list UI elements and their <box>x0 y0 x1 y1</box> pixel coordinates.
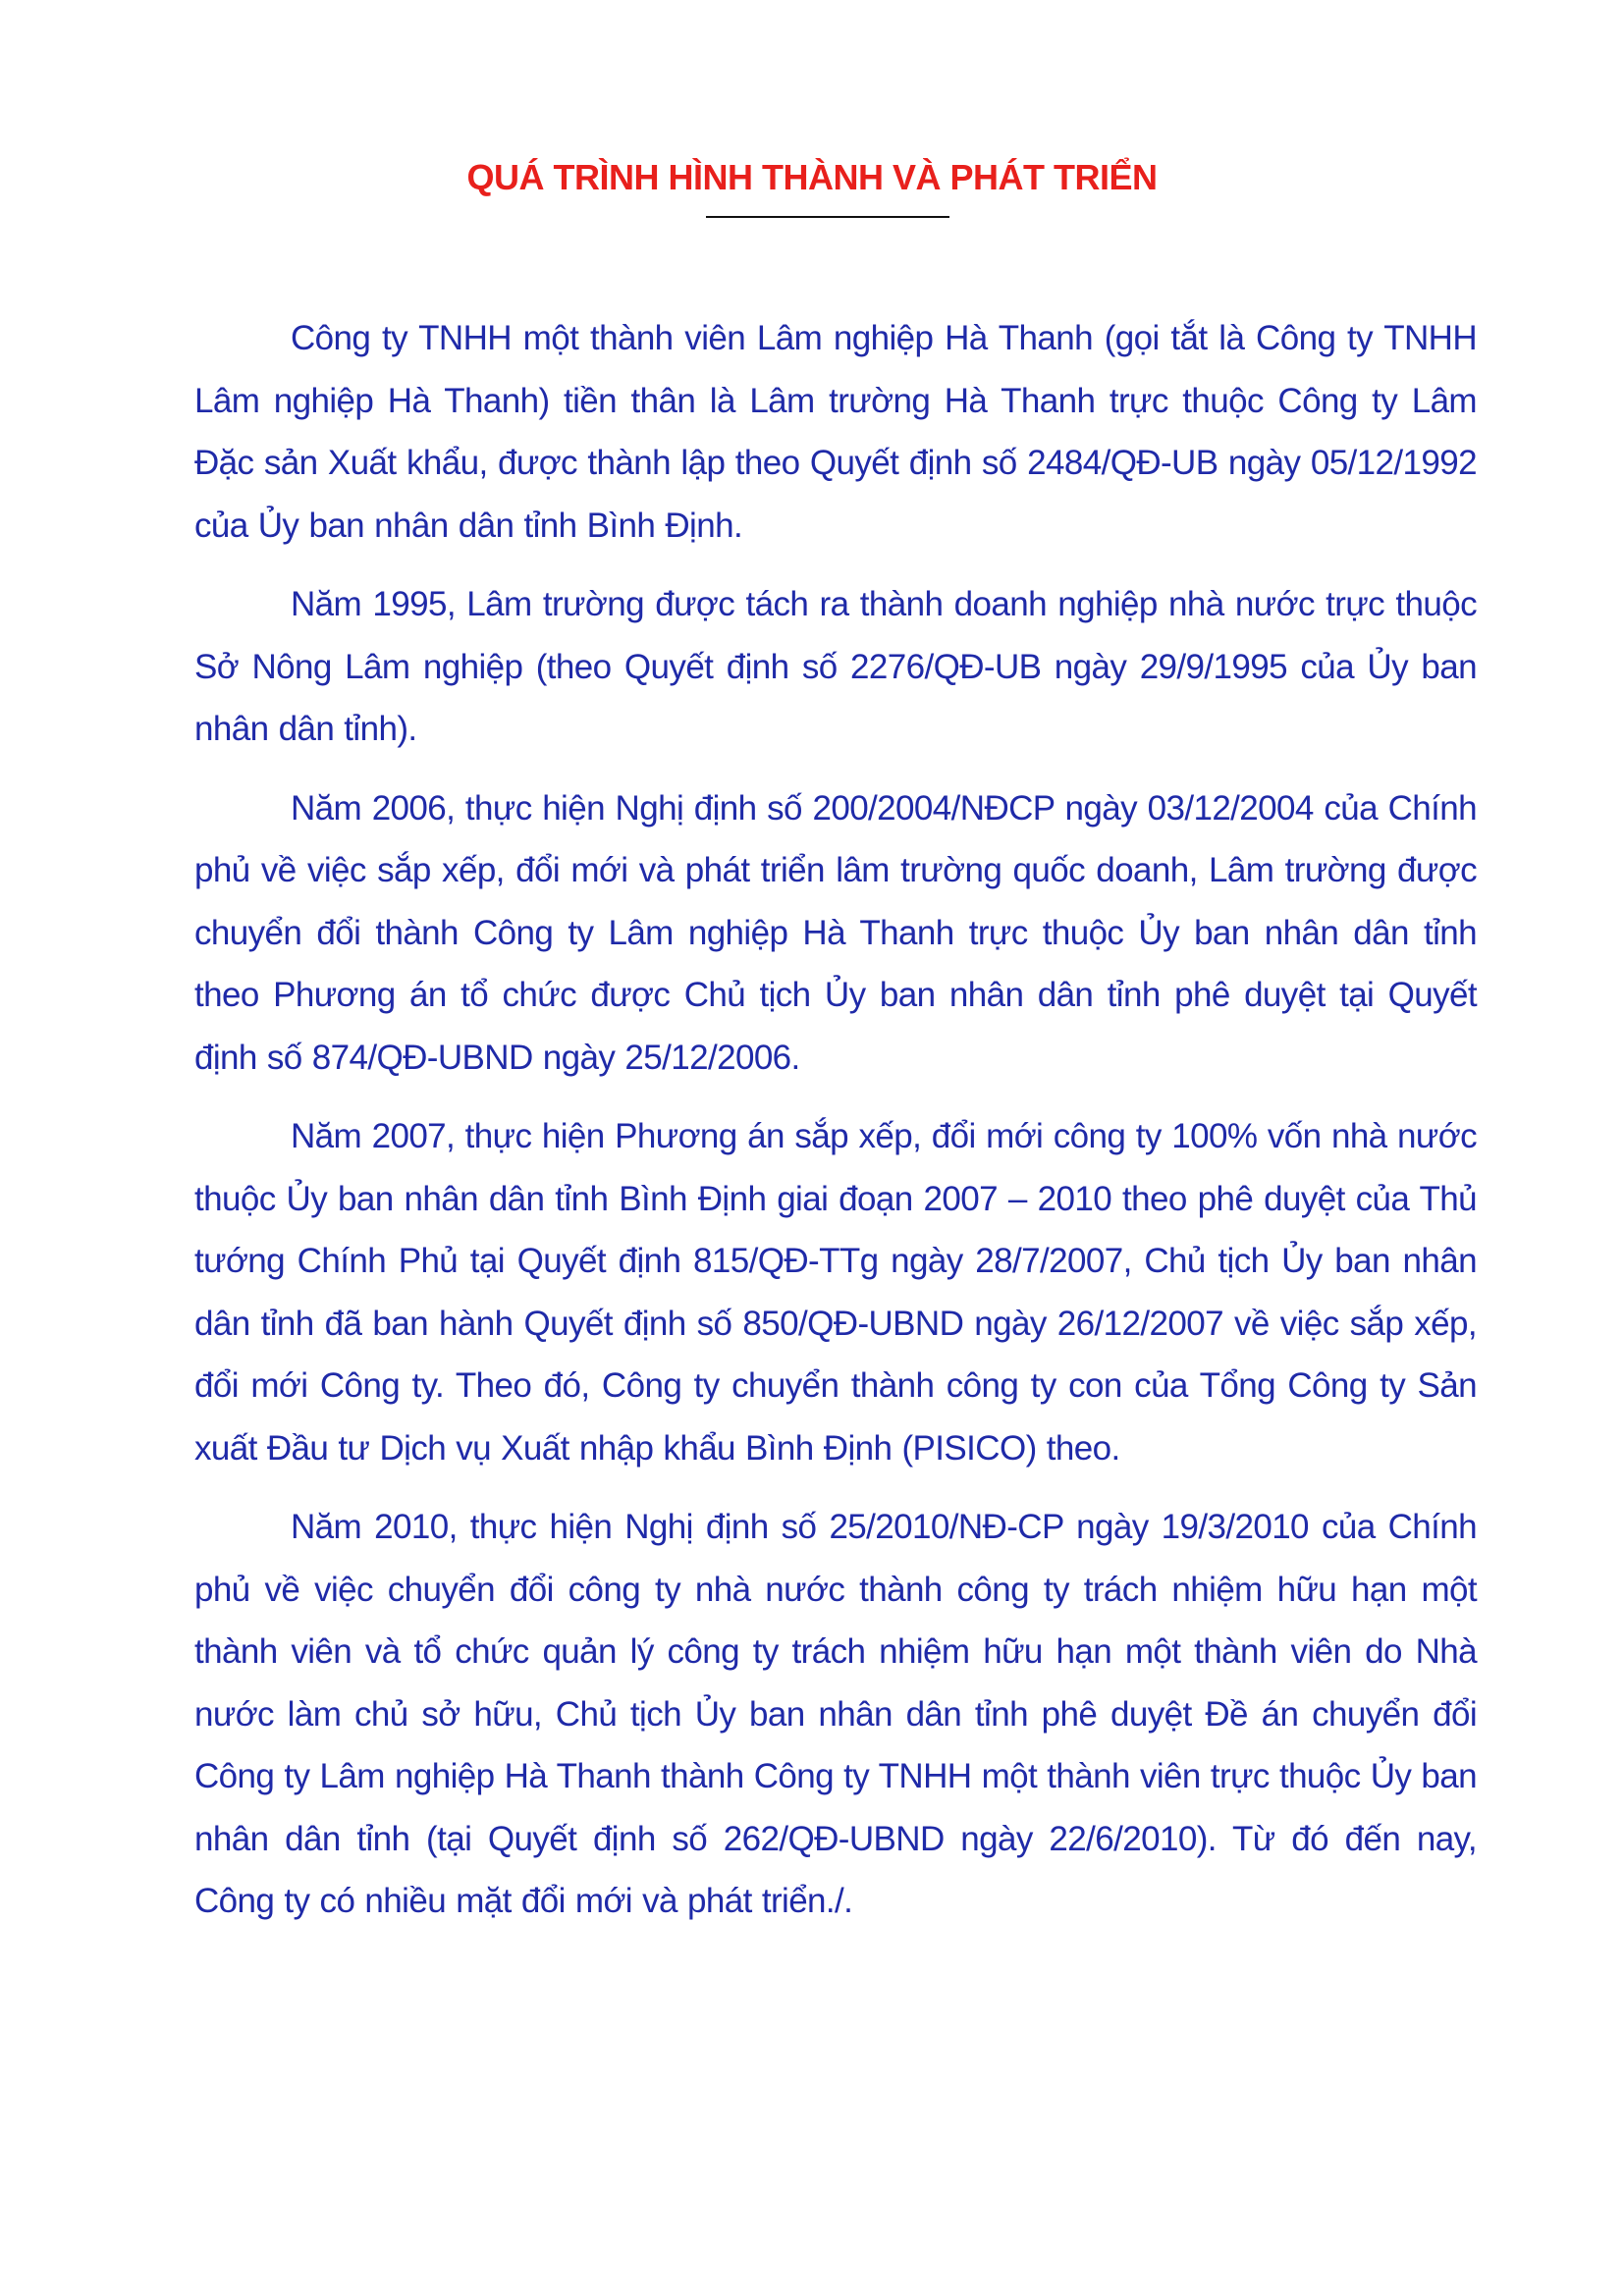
document-body <box>194 307 1477 1949</box>
paragraph-2006: Năm 2006, thực hiện Nghị định số 200/2004/NĐCP ngày 03/12/2004 của Chính phủ về việc sắp xếp, đổi mới và phát triển lâm trường quốc doanh, Lâm trường được chuyển đổi thành Công ty Lâm nghiệp Hà Thanh trực thuộc Ủy ban nhân dân tỉnh theo Phương án tổ chức được Chủ tịch Ủy ban nhân dân tỉnh phê duyệt tại Quyết định số 874/QĐ-UBND ngày 25/12/2006. <box>194 788 1477 1077</box>
paragraph-founding: Công ty TNHH một thành viên Lâm nghiệp Hà Thanh (gọi tắt là Công ty TNHH Lâm nghiệp Hà Thanh) tiền thân là Lâm trường Hà Thanh trực thuộc Công ty Lâm Đặc sản Xuất khẩu, được thành lập theo Quyết định số 2484/QĐ-UB ngày 05/12/1992 của Ủy ban nhân dân tỉnh Bình Định. <box>194 319 1477 545</box>
page-title: QUÁ TRÌNH HÌNH THÀNH VÀ PHÁT TRIỂN <box>466 157 1158 197</box>
paragraph-2010: Năm 2010, thực hiện Nghị định số 25/2010/NĐ-CP ngày 19/3/2010 của Chính phủ về việc chuyển đổi công ty nhà nước thành công ty trách nhiệm hữu hạn một thành viên và tổ chức quản lý công ty trách nhiệm hữu hạn một thành viên do Nhà nước làm chủ sở hữu, Chủ tịch Ủy ban nhân dân tỉnh phê duyệt Đề án chuyển đổi Công ty Lâm nghiệp Hà Thanh thành Công ty TNHH một thành viên trực thuộc Ủy ban nhân dân tỉnh (tại Quyết định số 262/QĐ-UBND ngày 22/6/2010). Từ đó đến nay, Công ty có nhiều mặt đổi mới và phát triển./. <box>194 1508 1477 1920</box>
paragraph-1995: Năm 1995, Lâm trường được tách ra thành doanh nghiệp nhà nước trực thuộc Sở Nông Lâm nghiệp (theo Quyết định số 2276/QĐ-UB ngày 29/9/1995 của Ủy ban nhân dân tỉnh). <box>194 585 1477 748</box>
paragraph-2007: Năm 2007, thực hiện Phương án sắp xếp, đổi mới công ty 100% vốn nhà nước thuộc Ủy ban nhân dân tỉnh Bình Định giai đoạn 2007 – 2010 theo phê duyệt của Thủ tướng Chính Phủ tại Quyết định 815/QĐ-TTg ngày 28/7/2007, Chủ tịch Ủy ban nhân dân tỉnh đã ban hành Quyết định số 850/QĐ-UBND ngày 26/12/2007 về việc sắp xếp, đổi mới Công ty. Theo đó, Công ty chuyển thành công ty con của Tổng Công ty Sản xuất Đầu tư Dịch vụ Xuất nhập khẩu Bình Định (PISICO) theo. <box>194 1117 1477 1468</box>
title-underline-divider <box>706 216 949 218</box>
